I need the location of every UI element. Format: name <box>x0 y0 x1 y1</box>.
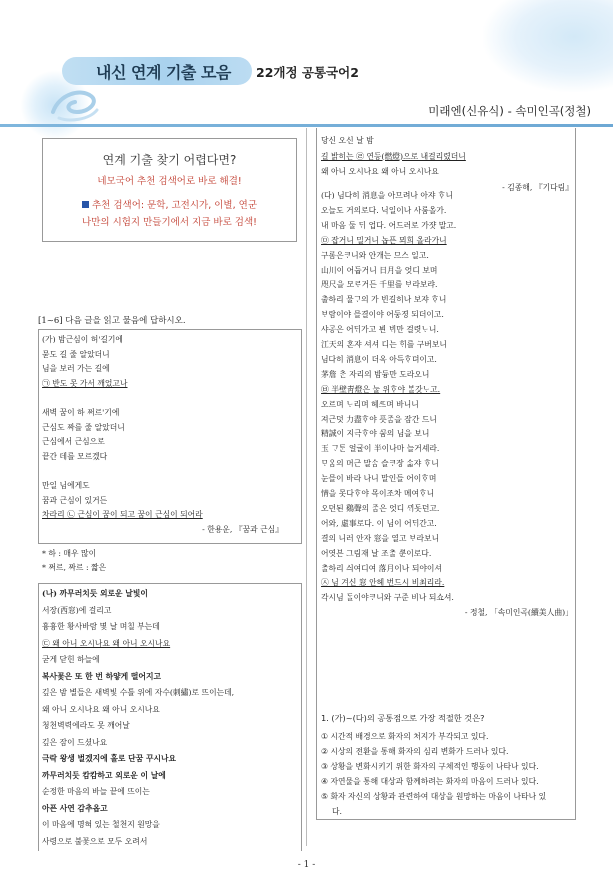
poem-line: - 한용운, 『꿈과 근심』 <box>202 524 283 534</box>
promo-subtitle: 네모국어 추천 검색어로 바로 해결! <box>97 176 242 187</box>
poem-line: 서장(西窓)에 걸리고 <box>42 605 112 615</box>
poem-line: 오뎐된 鷄聲의 ᄌᆞᆷ은 엇디 ᄭᆡ돗던고. <box>321 503 440 513</box>
poem-line: - 정철, 「속미인곡(續美人曲)」 <box>464 608 573 618</box>
poem-line: 山川이 어둡거니 日月을 엇디 보며 <box>321 265 438 275</box>
footnote: * 쩌르, 짜르 : 짧은 <box>42 563 107 572</box>
poem-line: 님다히 消息이 더옥 아득ᄒᆞ뎌이고. <box>321 354 437 364</box>
poem-line: 사령으로 불꽃으로 모두 오려서 <box>42 836 148 846</box>
poem-line: 情을 못다ᄒᆞ야 목이조차 메여ᄒᆞ니 <box>321 489 435 498</box>
poem-line: 극락 왕생 벌겠지에 홀로 단꿈 꾸시나요 <box>42 754 177 763</box>
poem-line: ㉦ 님 겨신 窓 안헤 번드시 비최리라. <box>321 578 445 588</box>
poem-line: 끝간 데를 모르겠다 <box>42 451 108 461</box>
question-stem: 1. (가)~(다)의 공통점으로 가장 적절한 것은? <box>321 713 485 723</box>
poem-line: 길 밝히는 ㉣ 연등(燃燈)으로 내걸리렸더니 <box>321 151 466 161</box>
answer-option: ④ 자연물을 통해 대상과 함께하려는 화자의 마음이 드러나 있다. <box>321 777 539 786</box>
poem-line: 玉 ᄀᆞᄐᆞᆫ 얼굴이 半이나마 늘거셰라. <box>321 444 440 454</box>
poem-line: ㉥ 半壁靑燈은 눌 위ᄒᆞ야 ᄇᆞᆯ갓ᄂᆞ고. <box>321 384 441 394</box>
poem-line: 茅詹 ᄎᆞᆫ 자리의 밤듕만 도라오니 <box>321 369 430 379</box>
poem-line: 님을 보러 가는 길에 <box>42 364 110 374</box>
blue-square-bullet-icon <box>82 201 89 208</box>
poem-line: (가) 밤근심이 허'길기에 <box>42 335 123 344</box>
poem-line: - 김종해, 『기다림』 <box>502 182 573 192</box>
poem-line: 눈믈이 바라 나니 말인들 어이ᄒᆞ며 <box>321 474 437 484</box>
poem-line: 오르며 ᄂᆞ리며 헤ᄯᅳ며 바니니 <box>321 399 419 409</box>
poem-line: ㉢ 왜 아니 오시나요 왜 아니 오시나요 <box>42 638 171 648</box>
answer-option: ③ 상황을 변화시키기 위한 화자의 구체적인 행동이 나타나 있다. <box>321 762 539 771</box>
poem-line: ㉠ 반도 못 가서 깨었고나 <box>42 378 128 388</box>
poem-line: ᄎᆞᆯ하리 싀여디여 落月이나 되야이셔 <box>321 563 442 573</box>
poem-line: 새벽 꿈이 하 쩌르'기에 <box>42 408 120 417</box>
subject-label: 22개정 공통국어2 <box>256 65 359 80</box>
answer-option: ⑤ 화자 자신의 상황과 관련하여 대상을 원망하는 마음이 나타나 있 <box>321 792 547 801</box>
answer-option: 다. <box>332 807 343 816</box>
poem-line: 굳게 닫힌 하늘에 <box>42 655 100 664</box>
poem-line: 져근덧 力盡ᄒᆞ야 픗ᄌᆞᆷ을 잠간 드니 <box>321 414 437 424</box>
header-rule <box>0 124 613 127</box>
poem-line: 근심도 짜를 줄 알았더니 <box>42 422 125 432</box>
poem-line: 구롬은ᄏᆞ니와 안개는 므스 일고. <box>321 250 429 260</box>
poem-line: 샤공은 어ᄃᆡ가고 븬 ᄇᆡ만 걸렷ᄂᆞ니. <box>321 325 439 335</box>
poem-line: 각시님 ᄃᆞᆯ이야ᄏᆞ니와 구준 비나 되쇼셔. <box>321 593 454 603</box>
poem-line: (다) 님다히 消息을 아므려나 아쟈 ᄒᆞ니 <box>321 191 453 200</box>
poem-line: ᄇᆞ람이야 믈결이야 어둥졍 되더이고. <box>321 310 444 320</box>
poem-line: 묻도 길 줄 알았더니 <box>42 349 110 359</box>
poem-line: 왜 아니 오시나요 왜 아니 오시나요 <box>42 704 160 714</box>
promo-box <box>42 138 297 242</box>
poem-line: 청천벽력에라도 못 깨어날 <box>42 721 130 730</box>
header-decoration-right <box>483 0 613 92</box>
promo-title: 연계 기출 찾기 어렵다면? <box>102 153 237 167</box>
source-label: 미래엔(신유식) - 속미인곡(정철) <box>428 104 591 118</box>
poem-line: 왜 아니 오시나요 왜 아니 오시나요 <box>321 167 439 176</box>
page-number: - 1 - <box>297 860 316 870</box>
poem-line: 결의 니러 안자 窓을 열고 ᄇᆞ라보니 <box>321 533 440 543</box>
footnote: * 하 : 매우 많이 <box>42 549 97 558</box>
poem-line: 江天의 혼쟈 셔셔 디는 ᄒᆡ를 구버보니 <box>321 340 447 349</box>
poem-line: 복사꽃은 또 한 번 하얗게 떨어지고 <box>42 671 162 681</box>
poem-line: 근심에서 근심으로 <box>42 437 105 447</box>
poem-line: 깊은 잠이 드셨나요 <box>42 737 108 747</box>
instruction: [1~6] 다음 글을 읽고 물음에 답하시오. <box>38 316 186 326</box>
promo-find: 나만의 시험지 만들기에서 지금 바로 검색! <box>82 217 257 228</box>
poem-line: 깊은 밤 별들은 새벽빛 수틀 위에 자수(刺繡)로 뜨이는데, <box>42 688 235 697</box>
poem-line: 흉흉한 황사바람 몇 날 며칠 부는데 <box>42 622 160 631</box>
poem-line: 이 마음에 명혀 있는 철천지 원망을 <box>42 820 160 829</box>
poem-line: 咫尺을 모ᄅᆞ거든 千里를 ᄇᆞ라보랴. <box>321 280 438 290</box>
swirl-logo-icon <box>45 82 105 124</box>
poem-line: 내 마음 둘 ᄃᆡ 업다. 어드러로 가쟛 말고. <box>321 220 457 230</box>
poem-line: ㉤ 잡거니 밀거니 놉픈 뫼희 올라가니 <box>321 235 447 245</box>
poem-line: 오늘도 거의로다. 닉일이나 사룸올가. <box>321 205 447 215</box>
poem-line: 아픈 사연 감추옵고 <box>42 803 108 813</box>
poem-line: 만일 님에게도 <box>42 481 90 490</box>
poem-line: 출하리 물ᄀᆞ의 가 빈길히나 보쟈 ᄒᆞ니 <box>321 295 447 305</box>
poem-line: ᄆᆞᄋᆞᆷ의 머근 말ᄉᆞᆷ 슬ᄏᆞ장 ᄉᆞᆲ쟈 ᄒᆞ니 <box>321 459 439 469</box>
poem-line: 순정한 마음의 바늘 끝에 뜨이는 <box>42 787 150 796</box>
page-title: 내신 연계 기출 모음 <box>96 63 231 82</box>
promo-keywords <box>43 197 296 211</box>
column-divider <box>306 128 307 846</box>
poem-line: 꿈과 근심이 있거든 <box>42 495 108 505</box>
poem-line: 어와, 虛事로다. 이 님이 어ᄃᆡ간고. <box>321 518 437 528</box>
poem-line: (나) 까무러치듯 외로운 날빛이 <box>42 589 148 598</box>
poem-line: 어엿븐 그림재 날 조ᄎᆞᆯ ᄲᅮᆫ이로다. <box>321 548 432 558</box>
poem-line: 精誠이 지극ᄒᆞ야 ᄭᅮᆷ의 님을 보니 <box>321 429 430 439</box>
poem-line: 차라리 ㉡ 근심이 꿈이 되고 꿈이 근심이 되어라 <box>42 510 203 520</box>
answer-option: ② 시상의 전환을 통해 화자의 심리 변화가 드러나 있다. <box>321 747 509 756</box>
promo-keywords-text: 추천 검색어: 문학, 고전시가, 이별, 연군 <box>91 200 257 211</box>
answer-option: ① 시간적 배경으로 화자의 처지가 부각되고 있다. <box>321 732 489 741</box>
poem-line: 까무러치듯 캄캄하고 외로운 이 날에 <box>42 770 166 780</box>
poem-line: 당신 오신 날 밤 <box>321 136 374 145</box>
